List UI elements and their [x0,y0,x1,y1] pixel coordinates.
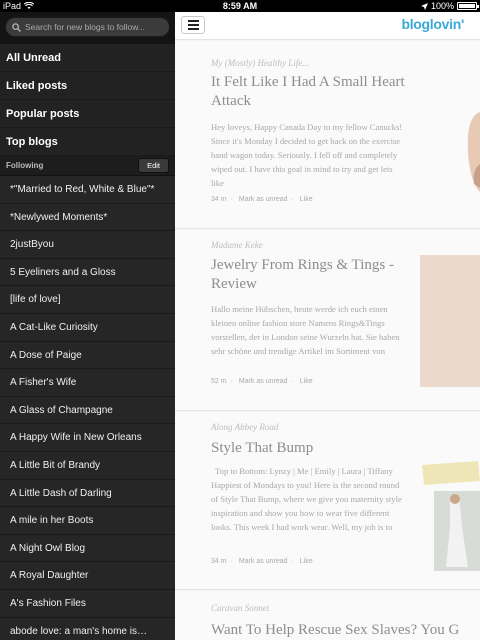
post-excerpt: Hey loveys, Happy Canada Day to my fellow Canucks! Since it's Monday I decided to get back on the exercise band wagon today. Seriously. I fell off and completely wiped out. I have this goal in mind to try and get lets like [211,122,403,188]
device-name: iPad [3,1,22,11]
post-title[interactable]: Style That Bump [211,440,314,456]
logo: bloglovin' [401,16,464,32]
post-source[interactable]: Madame Keke [211,240,263,250]
search-bar [0,12,175,44]
blog-item[interactable]: 2justByou [0,231,175,259]
post-time: 34 m [211,196,227,203]
post-meta: 34 m · Mark as unread · Like [211,196,313,203]
blog-item[interactable]: A Night Owl Blog [0,535,175,563]
post-source[interactable]: My (Mostly) Healthy Life... [211,58,309,68]
nav-popular-posts[interactable]: Popular posts [0,100,175,128]
blog-item[interactable]: A Glass of Champagne [0,397,175,425]
search-icon [12,23,21,32]
blog-item[interactable]: A Royal Daughter [0,562,175,590]
post-card[interactable] [175,591,480,640]
blog-item[interactable]: [life of love] [0,286,175,314]
location-arrow-icon [421,3,428,10]
post-thumbnail[interactable] [420,457,480,585]
blog-item[interactable]: A Dose of Paige [0,342,175,370]
status-bar [0,0,480,12]
following-label: Following [6,161,44,170]
mark-unread-link[interactable]: Mark as unread [238,196,288,203]
post-source[interactable]: Along Abbey Road [211,422,279,432]
post-source[interactable]: Caravan Sonnet [211,603,270,613]
blog-item[interactable]: A Little Bit of Brandy [0,452,175,480]
nav-liked-posts[interactable]: Liked posts [0,72,175,100]
post-meta: 52 m · Mark as unread · Like [211,378,313,385]
blog-item[interactable]: A mile in her Boots [0,507,175,535]
post-excerpt: Top to Bottom: Lynzy | Me | Emily | Laura | Tiffany Happiest of Mondays to you! Here is the second round of Style That Bump, where we give you maternity style inspiration and show you how to wear five different looks. This week I had work wear. Well, my job is to [211,466,402,532]
blog-item[interactable]: 5 Eyeliners and a Gloss [0,259,175,287]
post-thumbnail[interactable] [420,255,480,387]
blog-item[interactable]: abode love: a man's home is… [0,618,175,640]
menu-button[interactable] [181,16,205,34]
blog-item[interactable]: A Little Dash of Darling [0,480,175,508]
search-box[interactable] [5,17,170,37]
post-excerpt: Hallo meine Hübschen, heute werde ich euch einen kleinen online fashion store Namens Rings&Tings vorstellen, der in London seine Wurzeln hat. Sie haben sehr schöne und trendige Artikel im Sortiment von [211,304,400,356]
post-meta: 34 m · Mark as unread · Like [211,558,313,565]
like-link[interactable]: Like [299,196,313,203]
post-title[interactable]: Jewelry From Rings & Tings - Review [211,257,394,292]
nav-top-blogs[interactable]: Top blogs [0,128,175,156]
blog-item[interactable]: A Fisher's Wife [0,369,175,397]
blog-item[interactable]: A's Fashion Files [0,590,175,618]
post-thumbnail[interactable] [450,72,480,202]
status-time: 8:59 AM [222,1,258,11]
like-link[interactable]: Like [299,558,313,565]
like-link[interactable]: Like [299,378,313,385]
hamburger-icon [188,20,199,22]
post-time: 52 m [211,378,227,385]
blog-item[interactable]: A Cat-Like Curiosity [0,314,175,342]
blog-item[interactable]: *Newlywed Moments* [0,204,175,232]
search-input[interactable] [25,22,165,32]
post-title[interactable]: It Felt Like I Had A Small Heart Attack [211,74,405,109]
main-feed [175,12,480,640]
mark-unread-link[interactable]: Mark as unread [238,378,288,385]
following-header [0,156,175,176]
post-card[interactable] [175,41,480,229]
top-bar [175,12,480,40]
blog-item[interactable]: *"Married to Red, White & Blue"* [0,176,175,204]
post-time: 34 m [211,558,227,565]
battery-icon [457,2,477,10]
battery-percent: 100% [430,1,454,11]
blog-item[interactable]: A Happy Wife in New Orleans [0,424,175,452]
post-title[interactable]: Want To Help Rescue Sex Slaves? You G [211,622,460,638]
nav-all-unread[interactable]: All Unread [0,44,175,72]
edit-button[interactable]: Edit [138,158,169,173]
mark-unread-link[interactable]: Mark as unread [238,558,288,565]
sidebar [0,12,175,640]
